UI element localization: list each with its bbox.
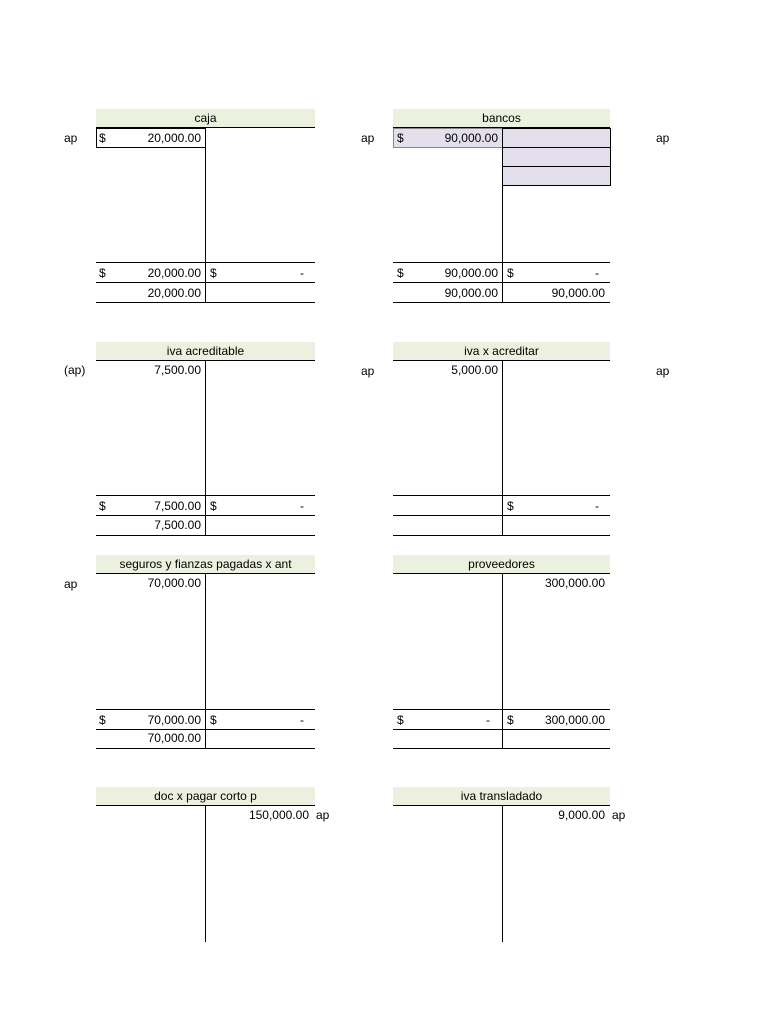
bancos-sum-line bbox=[393, 262, 610, 263]
proveedores-sum-line bbox=[393, 709, 610, 710]
caja-bottom-line bbox=[96, 302, 315, 303]
bancos-side-label-right: ap bbox=[656, 131, 670, 145]
bancos-sum-debit: 90,000.00 bbox=[444, 266, 498, 280]
caja-entry-dollar: $ bbox=[99, 131, 106, 145]
caja-t-vertical bbox=[205, 128, 206, 303]
bancos-balance-line bbox=[393, 282, 610, 283]
caja-sum-line bbox=[96, 262, 315, 263]
doc-x-pagar-t-vertical bbox=[205, 805, 206, 942]
caja-sum-debit-dollar: $ bbox=[99, 266, 106, 280]
bancos-credit-cell-3 bbox=[502, 166, 611, 186]
iva-acreditable-header: iva acreditable bbox=[96, 342, 315, 360]
caja-sum-debit: 20,000.00 bbox=[147, 266, 201, 280]
proveedores-sum-credit-dollar: $ bbox=[507, 713, 514, 727]
iva-acreditable-sum-debit: 7,500.00 bbox=[154, 499, 201, 513]
iva-x-acreditar-bottom-line bbox=[393, 535, 610, 536]
proveedores-sum-debit-dollar: $ bbox=[397, 713, 404, 727]
iva-x-acreditar-sum-credit: - bbox=[595, 499, 599, 513]
iva-x-acreditar-side-label-right: ap bbox=[656, 364, 670, 378]
caja-balance-debit: 20,000.00 bbox=[147, 286, 201, 300]
seguros-sum-credit-dollar: $ bbox=[210, 713, 217, 727]
bancos-t-vertical bbox=[502, 186, 503, 303]
doc-x-pagar-side-label: ap bbox=[316, 808, 330, 822]
iva-acreditable-t-vertical bbox=[205, 360, 206, 536]
bancos-balance-debit: 90,000.00 bbox=[444, 286, 498, 300]
iva-acreditable-sum-credit: - bbox=[300, 499, 304, 513]
bancos-bottom-line bbox=[393, 302, 610, 303]
iva-acreditable-balance-debit: 7,500.00 bbox=[154, 518, 201, 532]
iva-transladado-header: iva transladado bbox=[393, 787, 610, 805]
iva-x-acreditar-side-label-left: ap bbox=[361, 364, 375, 378]
iva-x-acreditar-sum-credit-dollar: $ bbox=[507, 499, 514, 513]
iva-transladado-credit-entry: 9,000.00 bbox=[558, 808, 605, 822]
bancos-side-label-left: ap bbox=[361, 131, 375, 145]
seguros-side-label: ap bbox=[64, 577, 78, 591]
iva-acreditable-sum-debit-dollar: $ bbox=[99, 499, 106, 513]
proveedores-balance-line bbox=[393, 729, 610, 730]
iva-x-acreditar-sum-line bbox=[393, 495, 610, 496]
seguros-sum-line bbox=[96, 709, 315, 710]
iva-transladado-side-label: ap bbox=[612, 808, 626, 822]
iva-acreditable-sum-line bbox=[96, 495, 315, 496]
proveedores-sum-credit: 300,000.00 bbox=[544, 713, 605, 727]
iva-x-acreditar-header: iva x acreditar bbox=[393, 342, 610, 360]
iva-x-acreditar-t-vertical bbox=[502, 360, 503, 536]
bancos-sum-credit-dollar: $ bbox=[507, 266, 514, 280]
proveedores-credit-entry: 300,000.00 bbox=[544, 576, 605, 590]
seguros-sum-credit: - bbox=[300, 713, 304, 727]
doc-x-pagar-credit-entry: 150,000.00 bbox=[248, 808, 309, 822]
iva-acreditable-bottom-line bbox=[96, 535, 315, 536]
caja-sum-credit: - bbox=[300, 266, 304, 280]
iva-x-acreditar-balance-line bbox=[393, 515, 610, 516]
caja-debit-entry: 20,000.00 bbox=[147, 131, 201, 145]
bancos-balance-credit: 90,000.00 bbox=[551, 286, 605, 300]
seguros-debit-entry: 70,000.00 bbox=[147, 576, 201, 590]
iva-transladado-t-vertical bbox=[502, 805, 503, 942]
iva-acreditable-side-label: (ap) bbox=[64, 363, 86, 377]
seguros-balance-debit: 70,000.00 bbox=[147, 731, 201, 745]
iva-acreditable-sum-credit-dollar: $ bbox=[210, 499, 217, 513]
seguros-header: seguros y fianzas pagadas x ant bbox=[96, 555, 315, 573]
caja-header: caja bbox=[96, 109, 315, 127]
bancos-credit-cell-2 bbox=[502, 147, 611, 167]
proveedores-sum-debit: - bbox=[486, 713, 490, 727]
caja-balance-line bbox=[96, 282, 315, 283]
bancos-header: bancos bbox=[393, 109, 610, 127]
bancos-entry-dollar: $ bbox=[397, 131, 404, 145]
proveedores-header: proveedores bbox=[393, 555, 610, 573]
seguros-bottom-line bbox=[96, 748, 315, 749]
proveedores-t-vertical bbox=[502, 573, 503, 749]
seguros-sum-debit-dollar: $ bbox=[99, 713, 106, 727]
proveedores-bottom-line bbox=[393, 748, 610, 749]
iva-x-acreditar-debit-entry: 5,000.00 bbox=[451, 363, 498, 377]
bancos-debit-entry: 90,000.00 bbox=[444, 131, 498, 145]
iva-acreditable-debit-entry: 7,500.00 bbox=[154, 363, 201, 377]
bancos-credit-cell-1 bbox=[502, 128, 611, 148]
seguros-t-vertical bbox=[205, 573, 206, 749]
bancos-sum-credit: - bbox=[595, 266, 599, 280]
caja-sum-credit-dollar: $ bbox=[210, 266, 217, 280]
doc-x-pagar-header: doc x pagar corto p bbox=[96, 787, 315, 805]
seguros-sum-debit: 70,000.00 bbox=[147, 713, 201, 727]
bancos-sum-debit-dollar: $ bbox=[397, 266, 404, 280]
caja-side-label: ap bbox=[64, 131, 78, 145]
